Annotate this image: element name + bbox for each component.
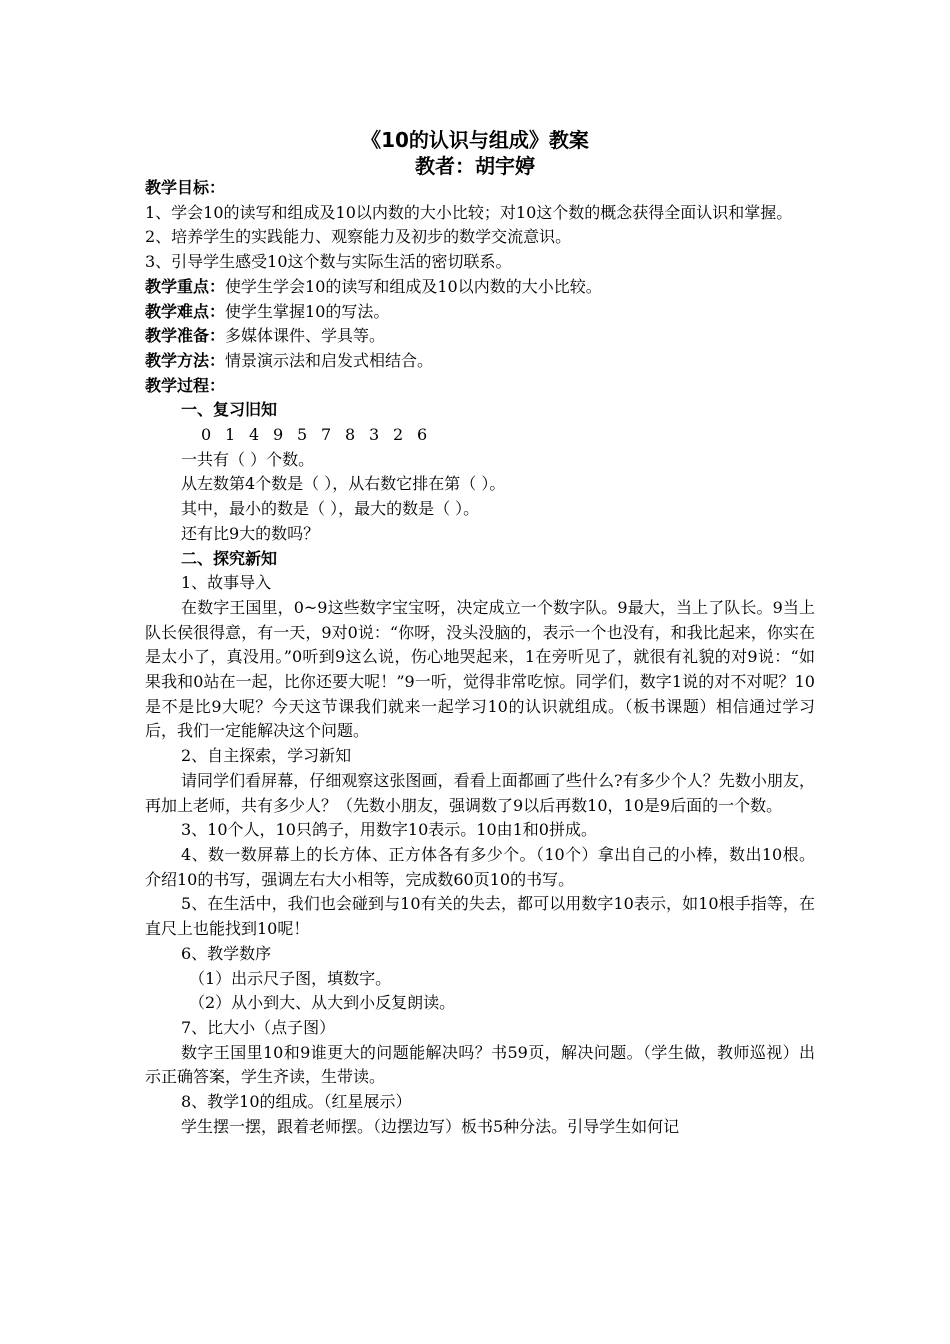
digit: 8 (345, 425, 356, 445)
meta-text: 情景演示法和启发式相结合。 (225, 350, 434, 370)
meta-method (145, 349, 815, 374)
digit: 2 (393, 425, 404, 445)
subsection-title: 6、教学数序 (181, 943, 272, 963)
meta-text: 多媒体课件、学具等。 (225, 326, 386, 346)
subsection-title: 7、比大小（点子图） (181, 1017, 336, 1037)
digit: 0 (201, 425, 212, 445)
meta-key-points (145, 275, 815, 300)
review-question: 一共有（ ）个数。 (181, 449, 315, 469)
digit: 7 (321, 425, 332, 445)
composition-paragraph: 学生摆一摆，跟着老师摆。（边摆边写）板书5种分法。引导学生如何记 (181, 1116, 680, 1136)
meta-text: 使学生学会10的读写和组成及10以内数的大小比较。 (225, 276, 602, 296)
digit: 3 (369, 425, 380, 445)
review-question: 其中，最小的数是（ ），最大的数是（ ）。 (181, 499, 480, 519)
sequence-item: （1）出示尺子图，填数字。 (189, 968, 392, 988)
objective-item: 2、培养学生的实践能力、观察能力及初步的数学交流意识。 (145, 227, 572, 247)
digit: 9 (273, 425, 284, 445)
story-paragraph: 在数字王国里，0~9这些数字宝宝呀，决定成立一个数字队。9最大，当上了队长。9当上队长侯很得意，有一天，9对0说：“你呀，没头没脑的，表示一个也没有，和我比起来，你实在是太小了，真没用。”0听到9这么说，伤心地哭起来，1在旁听见了，就很有礼貌的对9说：“如果我和0站在一起，比你还要大呢！”9一听，觉得非常吃惊。同学们，数字1说的对不对呢？10是不是比9大呢？今天这节课我们就来一起学习10的认识就组成。（板书课题）相信通过学习后，我们一定能解决这个问题。 (145, 597, 815, 741)
meta-difficulty (145, 300, 815, 325)
compare-paragraph: 数字王国里10和9谁更大的问题能解决吗？书59页，解决问题。（学生做，教师巡视）出示正确答案，学生齐读，生带读。 (145, 1042, 815, 1087)
digit: 4 (249, 425, 260, 445)
section-title: 二、探究新知 (181, 548, 278, 568)
subsection-title: 2、自主探索，学习新知 (181, 746, 352, 766)
subsection-title: 8、教学10的组成。（红星展示） (181, 1092, 412, 1112)
step-paragraph: 5、在生活中，我们也会碰到与10有关的失去，都可以用数字10表示，如10根手指等，在直尺上也能找到10呢！ (145, 894, 815, 939)
digit: 1 (225, 425, 236, 445)
doc-body (145, 176, 815, 1139)
sequence-item: （2）从小到大、从大到小反复朗读。 (189, 993, 456, 1013)
meta-label: 教学重点： (145, 276, 226, 296)
objective-item: 1、学会10的读写和组成及10以内数的大小比较；对10这个数的概念获得全面认识和掌握。 (145, 202, 793, 222)
meta-label: 教学准备： (145, 326, 226, 346)
step-paragraph: 4、数一数屏幕上的长方体、正方体各有多少个。（10个）拿出自己的小棒，数出10根。介绍10的书写，强调左右大小相等，完成数60页10的书写。 (145, 844, 815, 889)
digit: 5 (297, 425, 308, 445)
subsection-title: 1、故事导入 (181, 573, 272, 593)
meta-preparation (145, 324, 815, 349)
doc-author: 教者：胡宇婷 (415, 154, 535, 178)
review-question: 从左数第4个数是（ ），从右数它排在第（ ）。 (181, 474, 506, 494)
objectives-heading: 教学目标： (145, 178, 226, 197)
objective-item: 3、引导学生感受10这个数与实际生活的密切联系。 (145, 252, 512, 272)
explore-paragraph: 请同学们看屏幕，仔细观察这张图画，看看上面都画了些什么?有多少个人？先数小朋友，再加上老师，共有多少人？（先数小朋友，强调数了9以后再数10，10是9后面的一个数。 (145, 770, 815, 815)
section-title: 一、复习旧知 (181, 400, 278, 420)
step-paragraph: 3、10个人，10只鸽子，用数字10表示。10由1和0拼成。 (181, 820, 597, 840)
meta-label: 教学方法： (145, 350, 226, 370)
digit: 6 (417, 425, 428, 445)
digit-sequence (145, 423, 815, 448)
process-heading: 教学过程： (145, 375, 226, 395)
meta-label: 教学难点： (145, 301, 226, 321)
meta-text: 使学生掌握10的写法。 (225, 301, 390, 321)
review-question: 还有比9大的数吗？ (181, 523, 320, 543)
doc-title: 《10的认识与组成》教案 (361, 128, 589, 152)
